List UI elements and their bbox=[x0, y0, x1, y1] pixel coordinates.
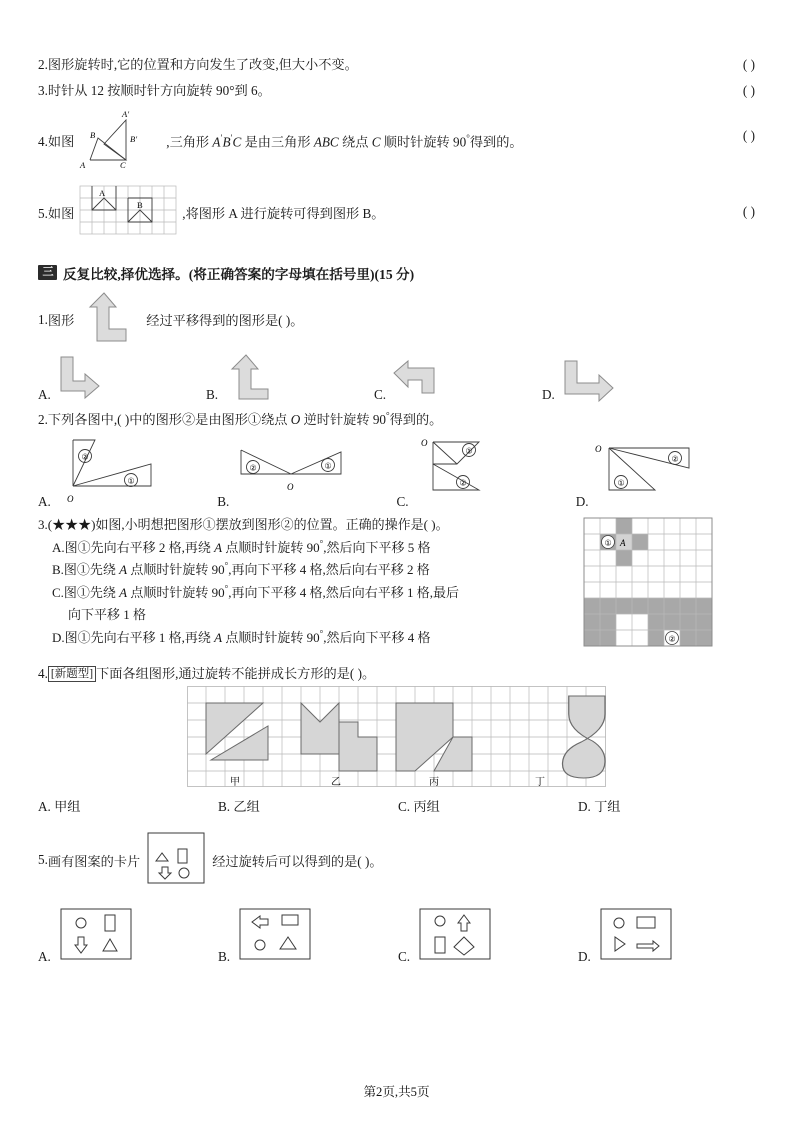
choice-q4-stem bbox=[38, 663, 755, 682]
tf-item-4-post: ,三角形 A′B′C 是由三角形 ABC 绕点 C 顺时针旋转 90°得到的。 bbox=[166, 132, 523, 150]
choice-q3-num: 3. bbox=[38, 516, 48, 532]
q3-option-a-label: A.图①先向右平移 2 格,再绕 A 点顺时针旋转 90°,然后向下平移 5 格 bbox=[52, 538, 431, 555]
q4-option-a[interactable] bbox=[38, 796, 218, 815]
q2-option-d-figure bbox=[593, 434, 713, 510]
tf-item-4-answer[interactable]: ( ) bbox=[742, 127, 755, 143]
svg-text:B: B bbox=[137, 200, 143, 211]
tf-item-4-num: 4. bbox=[38, 133, 48, 149]
q2-option-c-figure bbox=[413, 434, 533, 510]
svg-text:A: A bbox=[99, 188, 106, 199]
q5-option-a-label: A. bbox=[38, 949, 51, 965]
svg-text:②: ② bbox=[671, 454, 679, 464]
svg-text:C: C bbox=[120, 159, 126, 170]
q1-option-a-figure bbox=[55, 353, 117, 403]
choice-q2-num: 2. bbox=[38, 411, 48, 427]
q1-option-b[interactable] bbox=[206, 353, 374, 403]
q1-option-d-figure bbox=[559, 353, 621, 403]
choice-q5-options bbox=[38, 903, 755, 965]
svg-text:②: ② bbox=[668, 634, 676, 644]
q4-option-c-label: C. 丙组 bbox=[398, 799, 440, 815]
svg-text:O: O bbox=[66, 493, 74, 504]
choice-q5-num: 5. bbox=[38, 852, 48, 868]
choice-q2-stem bbox=[38, 409, 755, 428]
choice-q3-body: 如图,小明想把图形①摆放到图形②的位置。正确的操作是( )。 bbox=[95, 516, 449, 532]
tf-item-4-pre: 如图 bbox=[47, 133, 75, 149]
tf-item-3-num: 3. bbox=[38, 83, 48, 99]
svg-text:①: ① bbox=[617, 478, 625, 488]
q4-option-c[interactable] bbox=[398, 796, 578, 815]
choice-q4 bbox=[38, 663, 755, 815]
q3-option-b[interactable] bbox=[38, 559, 544, 582]
svg-text:丁: 丁 bbox=[534, 777, 545, 789]
q1-option-a[interactable] bbox=[38, 353, 206, 403]
choice-q5 bbox=[38, 827, 755, 965]
q5-option-b-label: B. bbox=[218, 949, 231, 965]
choice-q4-body: 下面各组图形,通过旋转不能拼成长方形的是( )。 bbox=[96, 665, 376, 681]
choice-q3 bbox=[38, 514, 755, 661]
q3-option-c[interactable] bbox=[38, 582, 544, 605]
choice-q5-pre: 画有图案的卡片 bbox=[47, 853, 141, 869]
q3-option-c-cont bbox=[38, 604, 544, 626]
q2-option-a-label: A. bbox=[38, 493, 51, 509]
tf-item-3-text bbox=[38, 81, 645, 101]
q2-option-b-label: B. bbox=[217, 493, 230, 509]
q3-option-b-label: B.图①先绕 A 点顺时针旋转 90°,再向下平移 4 格,然后向右平移 2 格 bbox=[52, 560, 430, 578]
q2-option-c-label: C. bbox=[396, 493, 409, 509]
choice-q4-figure bbox=[38, 686, 755, 794]
svg-text:甲: 甲 bbox=[229, 777, 240, 789]
q1-option-b-figure bbox=[222, 353, 284, 403]
tf-item-2-text bbox=[38, 55, 645, 75]
q3-option-c-cont-label: 向下平移 1 格 bbox=[68, 607, 147, 623]
tf-item-3-answer[interactable]: ( ) bbox=[742, 83, 755, 99]
q1-option-b-label: B. bbox=[206, 386, 219, 402]
svg-text:A: A bbox=[620, 537, 626, 548]
tf-item-3-body: 时针从 12 按顺时针方向旋转 90°到 6。 bbox=[47, 83, 271, 99]
tf-item-5-pre: 如图 bbox=[47, 206, 75, 222]
triangle-rotation-figure bbox=[74, 108, 166, 176]
choice-q3-stem bbox=[38, 514, 544, 536]
svg-text:②: ② bbox=[81, 452, 89, 462]
tf-item-3 bbox=[38, 81, 755, 101]
tf-item-5-post: ,将图形 A 进行旋转可得到图形 B。 bbox=[182, 206, 385, 222]
tf-item-2 bbox=[38, 55, 755, 75]
q3-option-a[interactable] bbox=[38, 536, 544, 559]
svg-text:①: ① bbox=[604, 538, 612, 548]
q5-option-a[interactable] bbox=[38, 903, 218, 965]
tf-item-5-text bbox=[38, 180, 645, 248]
tf-item-5-num: 5. bbox=[38, 206, 48, 222]
svg-text:O: O bbox=[420, 437, 428, 448]
choice-q1-pre: 图形 bbox=[47, 313, 75, 329]
section-number-badge: 三 bbox=[38, 265, 57, 280]
svg-text:①: ① bbox=[465, 446, 473, 456]
q5-option-c-figure bbox=[414, 903, 500, 965]
q5-option-b-figure bbox=[234, 903, 320, 965]
choice-q4-num: 4. bbox=[38, 665, 48, 681]
q5-option-d-label: D. bbox=[578, 949, 591, 965]
q4-option-d-label: D. 丁组 bbox=[578, 799, 621, 815]
choice-q3-text bbox=[38, 514, 544, 649]
svg-text:O: O bbox=[594, 443, 602, 454]
q1-option-c[interactable] bbox=[374, 353, 542, 403]
svg-text:①: ① bbox=[324, 461, 333, 471]
svg-text:B′: B′ bbox=[130, 133, 138, 144]
choice-q5-stem bbox=[38, 827, 755, 893]
choice-q1-options bbox=[38, 353, 755, 403]
q5-option-c[interactable] bbox=[398, 903, 578, 965]
q4-option-a-label: A. 甲组 bbox=[38, 799, 81, 815]
tf-item-4 bbox=[38, 108, 755, 176]
q1-option-d-label: D. bbox=[542, 386, 555, 402]
svg-text:乙: 乙 bbox=[330, 777, 341, 789]
q2-option-a[interactable] bbox=[38, 434, 217, 510]
q4-option-b-label: B. 乙组 bbox=[218, 799, 260, 815]
q2-option-d[interactable] bbox=[576, 434, 755, 510]
q4-option-d[interactable] bbox=[578, 796, 738, 815]
choice-q4-tag: [新题型] bbox=[48, 666, 96, 682]
q1-option-a-label: A. bbox=[38, 386, 51, 402]
q5-option-d-figure bbox=[595, 903, 681, 965]
choice-q2-text: 下列各图中,( )中的图形②是由图形①绕点 O 逆时针旋转 90°得到的。 bbox=[47, 410, 443, 427]
q3-option-d-label: D.图①先向右平移 1 格,再绕 A 点顺时针旋转 90°,然后向下平移 4 格 bbox=[52, 628, 431, 645]
choice-q2 bbox=[38, 409, 755, 510]
tf-item-2-answer[interactable]: ( ) bbox=[742, 57, 755, 72]
svg-text:丙: 丙 bbox=[428, 777, 439, 789]
section-title: 反复比较,择优选择。(将正确答案的字母填在括号里)(15 分) bbox=[63, 266, 415, 282]
choice-q3-stars: (★★★) bbox=[47, 516, 96, 532]
svg-text:②: ② bbox=[459, 478, 467, 488]
q3-option-d[interactable] bbox=[38, 627, 544, 650]
page-footer: 第2页,共5页 bbox=[363, 1085, 430, 1099]
svg-text:A: A bbox=[80, 159, 86, 170]
choice-q4-options bbox=[38, 796, 755, 815]
choice-q1 bbox=[38, 289, 755, 403]
q3-option-c-label: C.图①先绕 A 点顺时针旋转 90°,再向下平移 4 格,然后向右平移 1 格,最后 bbox=[52, 583, 460, 600]
q5-option-c-label: C. bbox=[398, 949, 411, 965]
choice-q1-post: 经过平移得到的图形是( )。 bbox=[146, 313, 304, 329]
q4-option-b[interactable] bbox=[218, 796, 398, 815]
q2-option-b[interactable] bbox=[217, 434, 396, 510]
q2-option-b-figure bbox=[233, 434, 353, 510]
tf-item-4-text bbox=[38, 108, 645, 176]
choice-q3-figure bbox=[544, 514, 755, 661]
q2-option-a-figure bbox=[55, 434, 175, 510]
q5-option-d[interactable] bbox=[578, 903, 738, 965]
page-content bbox=[38, 55, 755, 965]
tf-item-5 bbox=[38, 180, 755, 248]
choice-q5-post: 经过旋转后可以得到的是( )。 bbox=[212, 853, 383, 869]
svg-text:①: ① bbox=[127, 476, 135, 486]
q1-option-c-label: C. bbox=[374, 386, 387, 402]
q1-option-d[interactable] bbox=[542, 353, 710, 403]
q5-option-b[interactable] bbox=[218, 903, 398, 965]
grid-shapes-figure bbox=[74, 180, 182, 248]
q1-option-c-figure bbox=[390, 353, 452, 403]
tf-item-5-answer[interactable]: ( ) bbox=[742, 204, 755, 220]
tf-item-2-body: 图形旋转时,它的位置和方向发生了改变,但大小不变。 bbox=[47, 57, 358, 72]
svg-text:②: ② bbox=[249, 463, 258, 473]
q1-base-arrow-figure bbox=[74, 289, 146, 351]
q2-option-d-label: D. bbox=[575, 493, 589, 509]
q5-option-a-figure bbox=[55, 903, 141, 965]
choice-q1-num: 1. bbox=[38, 311, 48, 327]
tf-item-2-num: 2. bbox=[38, 57, 48, 72]
choice-q1-stem bbox=[38, 289, 755, 351]
svg-text:B: B bbox=[90, 129, 96, 140]
svg-text:A′: A′ bbox=[122, 108, 130, 119]
section-heading bbox=[38, 263, 755, 283]
svg-text:O: O bbox=[287, 481, 294, 492]
q2-option-c[interactable] bbox=[397, 434, 576, 510]
choice-q2-options bbox=[38, 434, 755, 510]
q5-card-figure bbox=[140, 827, 212, 893]
